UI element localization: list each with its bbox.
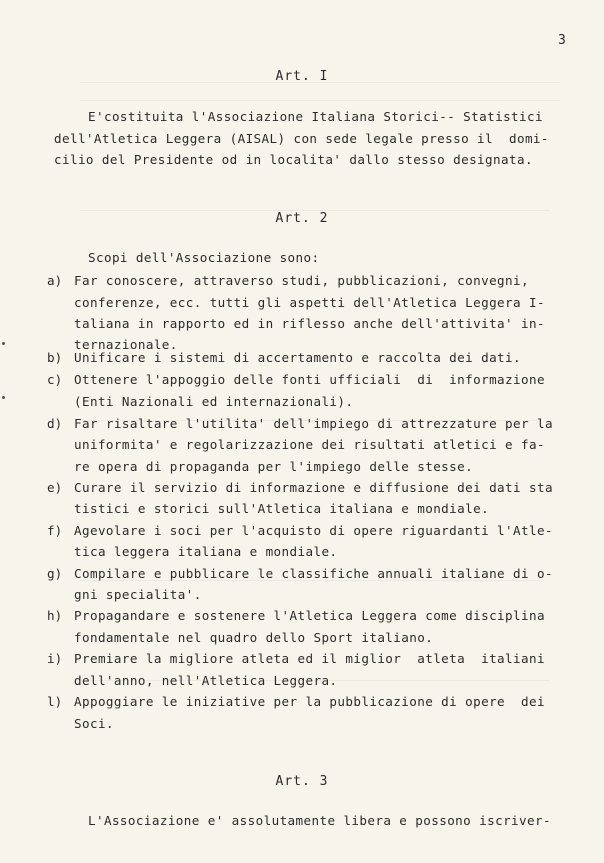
list-item-line: ternazionale. [74, 337, 178, 352]
margin-mark [2, 342, 5, 345]
article-1-line: dell'Atletica Leggera (AISAL) con sede legale presso il domi- [54, 131, 549, 146]
list-item-letter: l) [47, 694, 63, 709]
article-3-heading: Art. 3 [275, 774, 329, 789]
list-item-line: conferenze, ecc. tutti gli aspetti dell'Atletica Leggera I- [74, 295, 545, 310]
page-number: 3 [558, 33, 566, 48]
list-item-line: taliana in rapporto ed in riflesso anche dell'attivita' in- [74, 316, 545, 331]
list-item-line: tica leggera italiana e mondiale. [74, 544, 338, 559]
list-item-letter: g) [47, 566, 63, 581]
list-item-line: gni specialita'. [74, 587, 202, 602]
list-item-line: fondamentale nel quadro dello Sport italiano. [74, 630, 434, 645]
list-item-line: dell'anno, nell'Atletica Leggera. [74, 673, 338, 688]
list-item-line: (Enti Nazionali ed internazionali). [74, 394, 354, 409]
list-item-line: Propagandare e sostenere l'Atletica Leggera come disciplina [74, 608, 545, 623]
list-item-line: Curare il servizio di informazione e diffusione dei dati sta [74, 480, 553, 495]
list-item-line: tistici e storici sull'Atletica italiana e mondiale. [74, 501, 490, 516]
list-item-letter: f) [47, 523, 63, 538]
list-item-line: re opera di propaganda per l'impiego delle stesse. [74, 459, 474, 474]
article-1-line: cilio del Presidente od in localita' dallo stesso designata. [54, 152, 533, 167]
list-item-letter: e) [47, 480, 63, 495]
article-2-heading: Art. 2 [275, 211, 329, 226]
article-1-heading: Art. I [275, 69, 329, 84]
list-item-line: Unificare i sistemi di accertamento e raccolta dei dati. [74, 350, 521, 365]
list-item-line: Appoggiare le iniziative per la pubblicazione di opere dei [74, 694, 545, 709]
article-1-line: E'costituita l'Associazione Italiana Storici-- Statistici [88, 109, 543, 124]
list-item-line: Far conoscere, attraverso studi, pubblicazioni, convegni, [74, 273, 529, 288]
list-item-letter: c) [47, 372, 63, 387]
list-item-line: Ottenere l'appoggio delle fonti ufficiali di informazione [74, 372, 545, 387]
list-item-line: Compilare e pubblicare le classifiche annuali italiane di o- [74, 566, 553, 581]
list-item-line: Soci. [74, 716, 114, 731]
list-item-line: Agevolare i soci per l'acquisto di opere riguardanti l'Atle- [74, 523, 553, 538]
list-item-letter: b) [47, 350, 63, 365]
list-item-letter: a) [47, 273, 63, 288]
list-item-letter: d) [47, 416, 63, 431]
list-item-letter: i) [47, 651, 63, 666]
article-2-intro: Scopi dell'Associazione sono: [88, 250, 320, 265]
margin-mark [2, 396, 5, 399]
article-3-line: L'Associazione e' assolutamente libera e possono iscriver- [88, 813, 551, 828]
list-item-line: Premiare la migliore atleta ed il miglior atleta italiani [74, 651, 545, 666]
list-item-line: uniformita' e regolarizzazione dei risultati atletici e fa- [74, 437, 545, 452]
list-item-line: Far risaltare l'utilita' dell'impiego di attrezzature per la [74, 416, 553, 431]
list-item-letter: h) [47, 608, 63, 623]
